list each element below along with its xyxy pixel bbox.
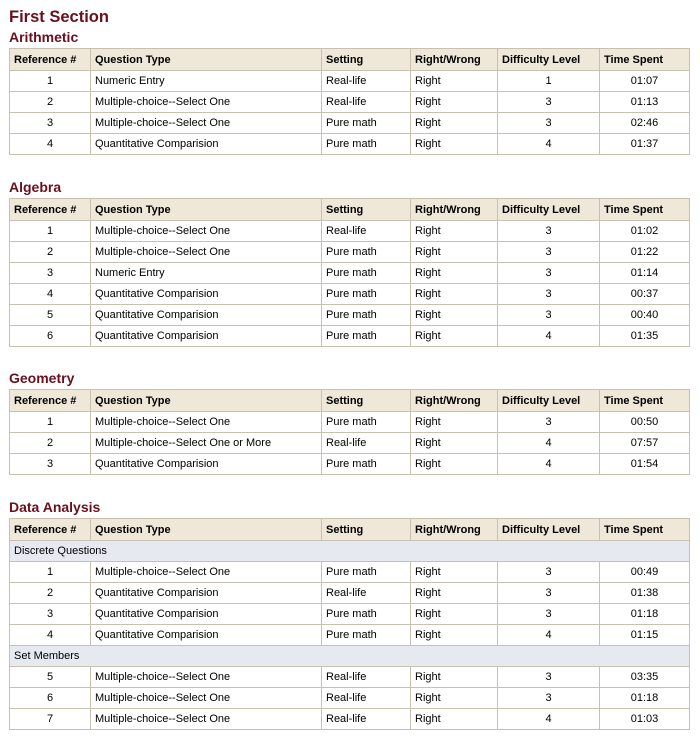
right-wrong-cell: Right — [411, 92, 498, 113]
setting-cell: Pure math — [322, 625, 411, 646]
reference-header: Reference # — [10, 519, 91, 541]
difficulty-header: Difficulty Level — [498, 519, 600, 541]
table-row — [10, 583, 690, 604]
question-type-cell: Multiple-choice--Select One or More — [91, 433, 322, 454]
difficulty-cell: 3 — [498, 113, 600, 134]
question-type-cell: Quantitative Comparision — [91, 284, 322, 305]
question-type-cell: Quantitative Comparision — [91, 305, 322, 326]
question-type-cell: Multiple-choice--Select One — [91, 221, 322, 242]
reference-cell: 6 — [10, 326, 91, 347]
time-spent-cell: 01:07 — [600, 71, 690, 92]
header-row — [10, 199, 690, 221]
data-analysis-table — [9, 518, 690, 730]
time-spent-cell: 07:57 — [600, 433, 690, 454]
setting-cell: Real-life — [322, 221, 411, 242]
table-row — [10, 326, 690, 347]
right-wrong-cell: Right — [411, 562, 498, 583]
difficulty-cell: 3 — [498, 562, 600, 583]
setting-cell: Pure math — [322, 263, 411, 284]
right-wrong-cell: Right — [411, 688, 498, 709]
setting-cell: Pure math — [322, 604, 411, 625]
reference-cell: 6 — [10, 688, 91, 709]
difficulty-cell: 4 — [498, 433, 600, 454]
time-spent-cell: 01:13 — [600, 92, 690, 113]
right-wrong-header: Right/Wrong — [411, 519, 498, 541]
reference-cell: 1 — [10, 562, 91, 583]
question-type-cell: Multiple-choice--Select One — [91, 709, 322, 730]
question-type-header: Question Type — [91, 49, 322, 71]
table-row — [10, 709, 690, 730]
difficulty-cell: 3 — [498, 284, 600, 305]
time-spent-cell: 01:15 — [600, 625, 690, 646]
time-spent-cell: 00:49 — [600, 562, 690, 583]
time-spent-cell: 01:37 — [600, 134, 690, 155]
reference-cell: 2 — [10, 92, 91, 113]
right-wrong-cell: Right — [411, 625, 498, 646]
group-row — [10, 646, 690, 667]
question-type-cell: Multiple-choice--Select One — [91, 688, 322, 709]
arithmetic-table — [9, 48, 690, 155]
setting-cell: Real-life — [322, 71, 411, 92]
question-type-cell: Numeric Entry — [91, 263, 322, 284]
reference-cell: 2 — [10, 583, 91, 604]
time-spent-cell: 01:18 — [600, 688, 690, 709]
difficulty-cell: 4 — [498, 134, 600, 155]
setting-header: Setting — [322, 519, 411, 541]
right-wrong-cell: Right — [411, 667, 498, 688]
section-spacer — [9, 347, 700, 370]
difficulty-cell: 3 — [498, 242, 600, 263]
setting-cell: Pure math — [322, 113, 411, 134]
difficulty-cell: 3 — [498, 583, 600, 604]
table-row — [10, 412, 690, 433]
setting-cell: Real-life — [322, 583, 411, 604]
time-spent-cell: 00:50 — [600, 412, 690, 433]
right-wrong-cell: Right — [411, 242, 498, 263]
difficulty-header: Difficulty Level — [498, 390, 600, 412]
reference-cell: 3 — [10, 604, 91, 625]
setting-cell: Pure math — [322, 242, 411, 263]
table-row — [10, 92, 690, 113]
difficulty-cell: 1 — [498, 71, 600, 92]
table-row — [10, 71, 690, 92]
setting-cell: Pure math — [322, 562, 411, 583]
reference-header: Reference # — [10, 49, 91, 71]
header-row — [10, 390, 690, 412]
time-spent-cell: 01:14 — [600, 263, 690, 284]
difficulty-cell: 3 — [498, 412, 600, 433]
time-spent-header: Time Spent — [600, 49, 690, 71]
table-row — [10, 625, 690, 646]
time-spent-cell: 01:54 — [600, 454, 690, 475]
group-row — [10, 541, 690, 562]
table-row — [10, 134, 690, 155]
reference-cell: 1 — [10, 412, 91, 433]
table-row — [10, 263, 690, 284]
time-spent-header: Time Spent — [600, 390, 690, 412]
right-wrong-cell: Right — [411, 433, 498, 454]
right-wrong-cell: Right — [411, 305, 498, 326]
reference-cell: 4 — [10, 284, 91, 305]
difficulty-cell: 4 — [498, 454, 600, 475]
question-type-cell: Numeric Entry — [91, 71, 322, 92]
section-heading-algebra: Algebra — [9, 179, 62, 195]
setting-cell: Pure math — [322, 284, 411, 305]
difficulty-cell: 3 — [498, 604, 600, 625]
table-row — [10, 604, 690, 625]
right-wrong-cell: Right — [411, 454, 498, 475]
right-wrong-cell: Right — [411, 71, 498, 92]
question-type-cell: Quantitative Comparision — [91, 583, 322, 604]
difficulty-header: Difficulty Level — [498, 49, 600, 71]
right-wrong-cell: Right — [411, 113, 498, 134]
reference-cell: 3 — [10, 454, 91, 475]
right-wrong-header: Right/Wrong — [411, 199, 498, 221]
question-type-cell: Multiple-choice--Select One — [91, 242, 322, 263]
question-type-header: Question Type — [91, 390, 322, 412]
right-wrong-cell: Right — [411, 263, 498, 284]
group-label: Discrete Questions — [10, 541, 690, 562]
reference-cell: 1 — [10, 221, 91, 242]
table-row — [10, 284, 690, 305]
setting-cell: Real-life — [322, 433, 411, 454]
table-row — [10, 688, 690, 709]
time-spent-header: Time Spent — [600, 199, 690, 221]
right-wrong-cell: Right — [411, 221, 498, 242]
question-type-cell: Multiple-choice--Select One — [91, 92, 322, 113]
reference-cell: 3 — [10, 113, 91, 134]
algebra-table — [9, 198, 690, 347]
time-spent-cell: 00:37 — [600, 284, 690, 305]
question-type-cell: Multiple-choice--Select One — [91, 412, 322, 433]
difficulty-cell: 3 — [498, 263, 600, 284]
setting-header: Setting — [322, 390, 411, 412]
section-heading-data-analysis: Data Analysis — [9, 499, 101, 515]
difficulty-cell: 3 — [498, 92, 600, 113]
header-row — [10, 519, 690, 541]
time-spent-cell: 01:18 — [600, 604, 690, 625]
reference-cell: 4 — [10, 625, 91, 646]
setting-cell: Real-life — [322, 709, 411, 730]
reference-header: Reference # — [10, 199, 91, 221]
setting-header: Setting — [322, 49, 411, 71]
right-wrong-cell: Right — [411, 604, 498, 625]
setting-cell: Pure math — [322, 412, 411, 433]
setting-cell: Pure math — [322, 454, 411, 475]
question-type-header: Question Type — [91, 199, 322, 221]
setting-cell: Pure math — [322, 326, 411, 347]
time-spent-cell: 01:02 — [600, 221, 690, 242]
table-row — [10, 454, 690, 475]
section-spacer — [9, 475, 700, 499]
question-type-header: Question Type — [91, 519, 322, 541]
table-row — [10, 305, 690, 326]
reference-cell: 3 — [10, 263, 91, 284]
difficulty-cell: 3 — [498, 667, 600, 688]
time-spent-cell: 00:40 — [600, 305, 690, 326]
reference-cell: 1 — [10, 71, 91, 92]
setting-header: Setting — [322, 199, 411, 221]
reference-cell: 7 — [10, 709, 91, 730]
page-title: First Section — [9, 8, 109, 26]
group-label: Set Members — [10, 646, 690, 667]
question-type-cell: Multiple-choice--Select One — [91, 562, 322, 583]
table-row — [10, 562, 690, 583]
difficulty-cell: 3 — [498, 305, 600, 326]
reference-cell: 5 — [10, 667, 91, 688]
right-wrong-cell: Right — [411, 709, 498, 730]
section-spacer — [9, 155, 700, 179]
reference-cell: 2 — [10, 242, 91, 263]
table-row — [10, 242, 690, 263]
geometry-table — [9, 389, 690, 475]
setting-cell: Real-life — [322, 92, 411, 113]
reference-cell: 4 — [10, 134, 91, 155]
question-type-cell: Quantitative Comparision — [91, 604, 322, 625]
section-heading-geometry: Geometry — [9, 370, 75, 386]
reference-header: Reference # — [10, 390, 91, 412]
difficulty-cell: 4 — [498, 326, 600, 347]
reference-cell: 5 — [10, 305, 91, 326]
table-row — [10, 433, 690, 454]
question-type-cell: Quantitative Comparision — [91, 454, 322, 475]
question-type-cell: Multiple-choice--Select One — [91, 113, 322, 134]
time-spent-cell: 01:35 — [600, 326, 690, 347]
difficulty-cell: 3 — [498, 221, 600, 242]
table-row — [10, 221, 690, 242]
difficulty-cell: 4 — [498, 709, 600, 730]
right-wrong-header: Right/Wrong — [411, 49, 498, 71]
right-wrong-cell: Right — [411, 284, 498, 305]
setting-cell: Real-life — [322, 688, 411, 709]
setting-cell: Real-life — [322, 667, 411, 688]
setting-cell: Pure math — [322, 305, 411, 326]
table-row — [10, 113, 690, 134]
right-wrong-cell: Right — [411, 134, 498, 155]
header-row — [10, 49, 690, 71]
right-wrong-header: Right/Wrong — [411, 390, 498, 412]
time-spent-header: Time Spent — [600, 519, 690, 541]
difficulty-cell: 3 — [498, 688, 600, 709]
question-type-cell: Quantitative Comparision — [91, 134, 322, 155]
time-spent-cell: 01:22 — [600, 242, 690, 263]
right-wrong-cell: Right — [411, 412, 498, 433]
section-heading-arithmetic: Arithmetic — [9, 29, 79, 45]
time-spent-cell: 02:46 — [600, 113, 690, 134]
question-type-cell: Quantitative Comparision — [91, 326, 322, 347]
question-type-cell: Quantitative Comparision — [91, 625, 322, 646]
setting-cell: Pure math — [322, 134, 411, 155]
question-type-cell: Multiple-choice--Select One — [91, 667, 322, 688]
time-spent-cell: 01:38 — [600, 583, 690, 604]
right-wrong-cell: Right — [411, 583, 498, 604]
difficulty-cell: 4 — [498, 625, 600, 646]
time-spent-cell: 03:35 — [600, 667, 690, 688]
right-wrong-cell: Right — [411, 326, 498, 347]
time-spent-cell: 01:03 — [600, 709, 690, 730]
reference-cell: 2 — [10, 433, 91, 454]
difficulty-header: Difficulty Level — [498, 199, 600, 221]
table-row — [10, 667, 690, 688]
